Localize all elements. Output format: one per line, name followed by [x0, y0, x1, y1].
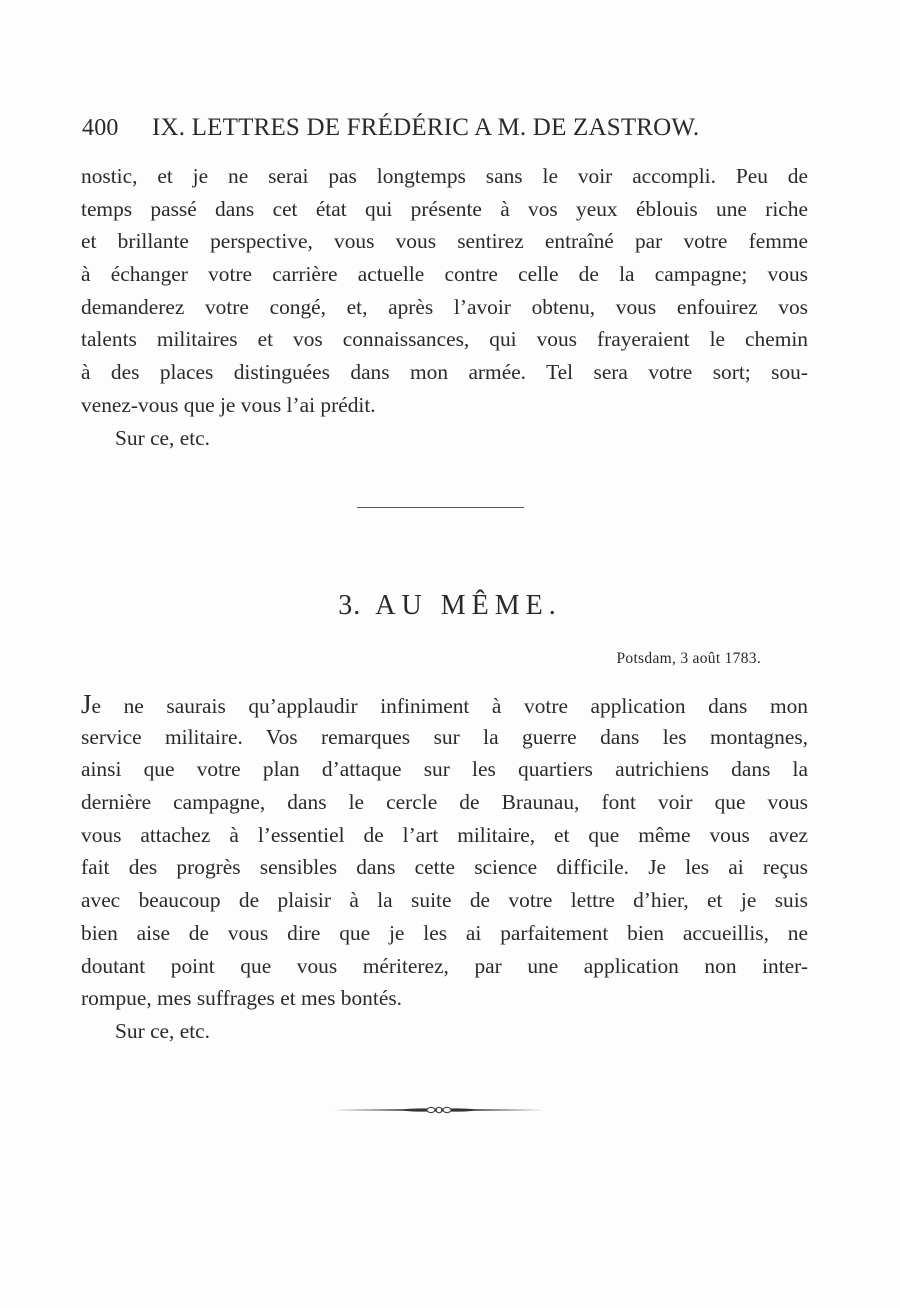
- closing-formula: Sur ce, etc.: [115, 1018, 211, 1043]
- text-line: dernière campagne, dans le cercle de Braunau, font voir que vous: [81, 790, 808, 815]
- text-line: à échanger votre carrière actuelle contre celle de la campagne; vous: [81, 262, 808, 287]
- section-number: 3.: [338, 590, 362, 621]
- text-line: ainsi que votre plan d’attaque sur les quartiers autrichiens dans la: [81, 757, 808, 782]
- text-line: rompue, mes suffrages et mes bontés.: [81, 986, 402, 1011]
- text-line: avec beaucoup de plaisir à la suite de votre lettre d’hier, et je suis: [81, 888, 808, 913]
- text-line: service militaire. Vos remarques sur la guerre dans les montagnes,: [81, 724, 808, 749]
- letter-3: [81, 688, 808, 1048]
- letter-2-continued: [81, 160, 808, 454]
- page-number: 400: [82, 115, 119, 141]
- initial-letter: J: [81, 689, 92, 719]
- text-line: demanderez votre congé, et, après l’avoir obtenu, vous enfouirez vos: [81, 294, 808, 319]
- text-line: nostic, et je ne serai pas longtemps sans le voir accompli. Peu de: [81, 164, 808, 188]
- text-line: doutant point que vous mériterez, par une application non inter-: [81, 953, 808, 978]
- text-line: et brillante perspective, vous vous sentirez entraîné par votre femme: [81, 229, 808, 254]
- running-head: [82, 114, 802, 142]
- running-head-title: IX. LETTRES DE FRÉDÉRIC A M. DE ZASTROW.: [152, 114, 700, 141]
- text-line: talents militaires et vos connaissances, qui vous frayeraient le chemin: [81, 327, 808, 352]
- section-divider-rule: [357, 507, 524, 508]
- text-line: fait des progrès sensibles dans cette science difficile. Je les ai reçus: [81, 855, 808, 880]
- ornamental-rule-icon: [333, 1103, 545, 1117]
- text-line: venez-vous que je vous l’ai prédit.: [81, 392, 376, 417]
- section-title: AU MÊME.: [375, 590, 562, 621]
- text-line-first: [81, 688, 808, 721]
- text-line: à des places distinguées dans mon armée. Tel sera votre sort; sou-: [81, 360, 808, 385]
- dateline: Potsdam, 3 août 1783.: [616, 650, 761, 667]
- text-line-rest: e ne saurais qu’applaudir infiniment à votre application dans mon: [91, 694, 808, 718]
- closing-formula: Sur ce, etc.: [115, 425, 211, 450]
- text-line: bien aise de vous dire que je les ai parfaitement bien accueillis, ne: [81, 920, 808, 945]
- text-line: vous attachez à l’essentiel de l’art militaire, et que même vous avez: [81, 822, 808, 847]
- section-heading: [0, 590, 900, 622]
- text-line: temps passé dans cet état qui présente à vos yeux éblouis une riche: [81, 196, 808, 221]
